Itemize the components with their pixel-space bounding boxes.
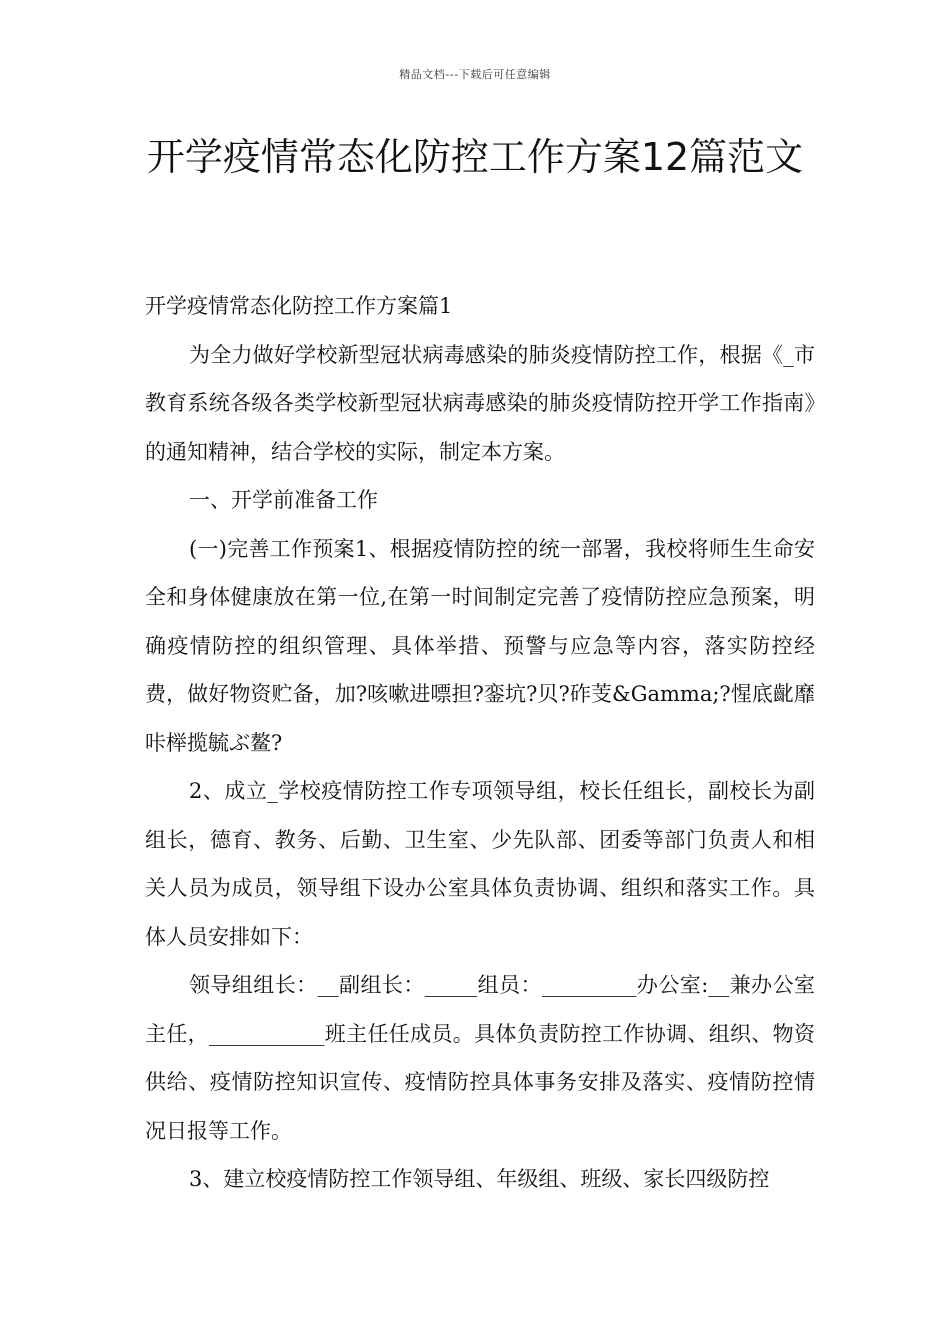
paragraph: 一、开学前准备工作	[189, 488, 378, 512]
header-note: 精品文档---下载后可任意编辑	[399, 68, 551, 81]
paragraph: 领导组组长：__副组长：_____组员：_________办公室:__兼办公室主任，___________班主任任成员。具体负责防控工作协调、组织、物资供给、疫情防控知识宣传、疫情防控具体事务安排及落实、疫情防控情况日报等工作。	[145, 973, 815, 1143]
document-body	[145, 282, 815, 1204]
section-heading: 开学疫情常态化防控工作方案篇1	[145, 294, 453, 318]
paragraph: (一)完善工作预案1、根据疫情防控的统一部署，我校将师生生命安全和身体健康放在第一位,在第一时间制定完善了疫情防控应急预案，明确疫情防控的组织管理、具体举措、预警与应急等内容，落实防控经费，做好物资贮备，加?咳嗽进嘌担?銮坑?贝?砟芰&Gamma;?惺底齔靡咔榉揽毓ぶ鳌?	[145, 536, 815, 755]
paragraph: 2、成立_学校疫情防控工作专项领导组，校长任组长，副校长为副组长，德育、教务、后勤、卫生室、少先队部、团委等部门负责人和相关人员为成员，领导组下设办公室具体负责协调、组织和落实工作。具体人员安排如下：	[145, 779, 815, 949]
paragraph: 为全力做好学校新型冠状病毒感染的肺炎疫情防控工作，根据《_市教育系统各级各类学校新型冠状病毒感染的肺炎疫情防控开学工作指南》的通知精神，结合学校的实际，制定本方案。	[145, 342, 815, 464]
paragraph: 3、建立校疫情防控工作领导组、年级组、班级、家长四级防控	[189, 1167, 770, 1191]
document-title: 开学疫情常态化防控工作方案12篇范文	[146, 135, 804, 179]
